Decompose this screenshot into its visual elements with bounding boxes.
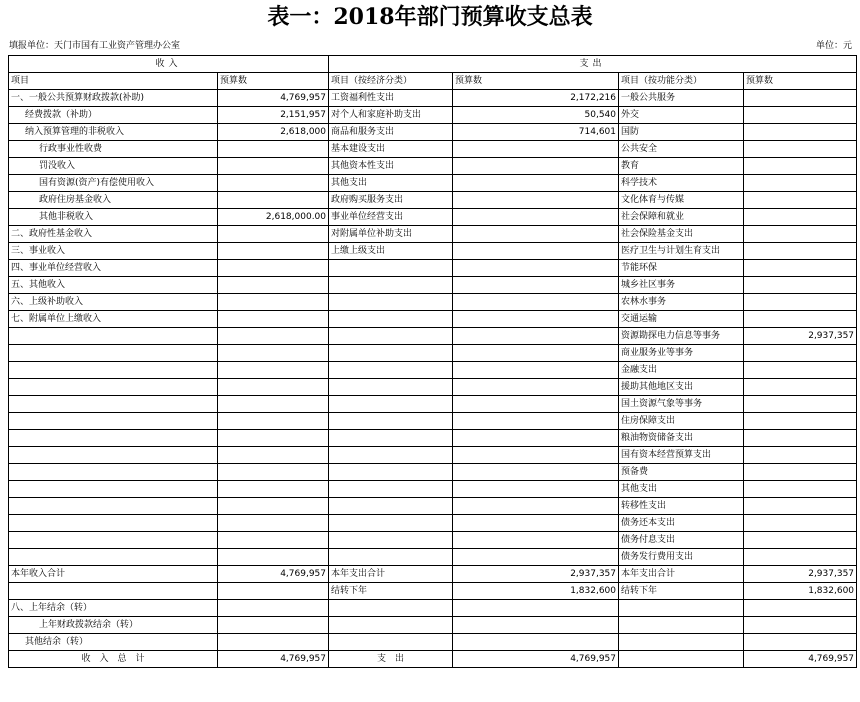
- income-value-cell: [218, 634, 329, 651]
- income-value-cell: [218, 311, 329, 328]
- income-item-cell: [9, 396, 218, 413]
- func-value-cell: [744, 464, 857, 481]
- econ-value-cell: [453, 430, 619, 447]
- table-row: [9, 175, 857, 192]
- func-value-cell: [744, 362, 857, 379]
- econ-value-cell: [453, 209, 619, 226]
- func-value-cell: [744, 634, 857, 651]
- income-item-cell: 上年财政拨款结余（转）: [9, 617, 218, 634]
- table-row: [9, 90, 857, 107]
- col-budget-header: 预算数: [218, 73, 329, 90]
- econ-item-cell: [329, 294, 453, 311]
- econ-value-cell: [453, 277, 619, 294]
- func-value-cell: [744, 175, 857, 192]
- table-row: [9, 141, 857, 158]
- income-value-cell: [218, 583, 329, 600]
- income-value-cell: 4,769,957: [218, 566, 329, 583]
- income-item-cell: 七、附属单位上缴收入: [9, 311, 218, 328]
- econ-item-cell: [329, 379, 453, 396]
- expense-total-value-func: 4,769,957: [744, 651, 857, 668]
- econ-item-cell: 政府购买服务支出: [329, 192, 453, 209]
- income-value-cell: [218, 362, 329, 379]
- econ-item-cell: 对附属单位补助支出: [329, 226, 453, 243]
- econ-value-cell: [453, 464, 619, 481]
- econ-item-cell: 事业单位经营支出: [329, 209, 453, 226]
- table-row: [9, 617, 857, 634]
- func-item-cell: 农林水事务: [619, 294, 744, 311]
- income-value-cell: [218, 260, 329, 277]
- func-value-cell: [744, 277, 857, 294]
- income-total-value: 4,769,957: [218, 651, 329, 668]
- income-value-cell: [218, 413, 329, 430]
- econ-value-cell: [453, 515, 619, 532]
- econ-value-cell: [453, 617, 619, 634]
- econ-value-cell: [453, 379, 619, 396]
- econ-item-cell: 结转下年: [329, 583, 453, 600]
- income-item-cell: [9, 464, 218, 481]
- col-item-header: 项目: [9, 73, 218, 90]
- table-row: [9, 345, 857, 362]
- income-item-cell: [9, 583, 218, 600]
- table-row: [9, 311, 857, 328]
- econ-item-cell: [329, 328, 453, 345]
- income-item-cell: 罚没收入: [9, 158, 218, 175]
- econ-item-cell: [329, 345, 453, 362]
- func-value-cell: [744, 447, 857, 464]
- income-value-cell: 2,618,000: [218, 124, 329, 141]
- func-value-cell: 2,937,357: [744, 566, 857, 583]
- income-item-cell: 八、上年结余（转）: [9, 600, 218, 617]
- table-row: [9, 124, 857, 141]
- income-value-cell: [218, 617, 329, 634]
- income-value-cell: [218, 532, 329, 549]
- func-item-cell: 国防: [619, 124, 744, 141]
- income-value-cell: [218, 243, 329, 260]
- income-item-cell: [9, 328, 218, 345]
- econ-value-cell: 2,937,357: [453, 566, 619, 583]
- income-item-cell: [9, 362, 218, 379]
- func-item-cell: 城乡社区事务: [619, 277, 744, 294]
- col-econ-header: 项目（按经济分类）: [329, 73, 453, 90]
- expense-header: 支出: [329, 56, 857, 73]
- func-item-cell: 援助其他地区支出: [619, 379, 744, 396]
- econ-value-cell: [453, 345, 619, 362]
- econ-item-cell: [329, 481, 453, 498]
- econ-value-cell: [453, 481, 619, 498]
- func-value-cell: [744, 413, 857, 430]
- table-row: [9, 566, 857, 583]
- table-row: [9, 464, 857, 481]
- econ-item-cell: [329, 549, 453, 566]
- func-value-cell: [744, 498, 857, 515]
- func-item-cell: [619, 634, 744, 651]
- expense-total-label: 支 出: [329, 651, 453, 668]
- econ-item-cell: 基本建设支出: [329, 141, 453, 158]
- econ-item-cell: [329, 413, 453, 430]
- table-row: [9, 277, 857, 294]
- econ-value-cell: [453, 634, 619, 651]
- table-row: [9, 107, 857, 124]
- filler-unit: 填报单位：天门市国有工业资产管理办公室: [9, 41, 181, 51]
- currency-unit: 单位：元: [815, 41, 852, 51]
- income-value-cell: [218, 277, 329, 294]
- func-value-cell: [744, 209, 857, 226]
- income-item-cell: 本年收入合计: [9, 566, 218, 583]
- func-item-cell: 预备费: [619, 464, 744, 481]
- func-value-cell: [744, 345, 857, 362]
- func-item-cell: 文化体育与传媒: [619, 192, 744, 209]
- income-item-cell: 二、政府性基金收入: [9, 226, 218, 243]
- func-item-cell: 科学技术: [619, 175, 744, 192]
- income-item-cell: [9, 515, 218, 532]
- table-row: [9, 158, 857, 175]
- econ-value-cell: [453, 600, 619, 617]
- econ-value-cell: [453, 532, 619, 549]
- econ-value-cell: 50,540: [453, 107, 619, 124]
- func-value-cell: 2,937,357: [744, 328, 857, 345]
- col-func-header: 项目（按功能分类）: [619, 73, 744, 90]
- func-value-cell: [744, 430, 857, 447]
- income-item-cell: 四、事业单位经营收入: [9, 260, 218, 277]
- section-header-row: [9, 56, 857, 73]
- econ-value-cell: [453, 226, 619, 243]
- econ-item-cell: 本年支出合计: [329, 566, 453, 583]
- income-item-cell: 纳入预算管理的非税收入: [9, 124, 218, 141]
- func-value-cell: [744, 260, 857, 277]
- col-budget3-header: 预算数: [744, 73, 857, 90]
- econ-value-cell: [453, 243, 619, 260]
- income-total-label: 收 入 总 计: [9, 651, 218, 668]
- func-item-cell: 社会保险基金支出: [619, 226, 744, 243]
- econ-item-cell: 其他资本性支出: [329, 158, 453, 175]
- func-item-cell: 债务发行费用支出: [619, 549, 744, 566]
- func-item-cell: 国土资源气象等事务: [619, 396, 744, 413]
- func-value-cell: [744, 141, 857, 158]
- income-value-cell: [218, 192, 329, 209]
- func-value-cell: [744, 294, 857, 311]
- table-row: [9, 515, 857, 532]
- econ-value-cell: 1,832,600: [453, 583, 619, 600]
- func-value-cell: [744, 311, 857, 328]
- econ-item-cell: [329, 464, 453, 481]
- econ-item-cell: [329, 617, 453, 634]
- income-item-cell: [9, 498, 218, 515]
- income-value-cell: [218, 430, 329, 447]
- table-row: [9, 192, 857, 209]
- econ-value-cell: [453, 141, 619, 158]
- func-item-cell: [619, 617, 744, 634]
- econ-item-cell: [329, 515, 453, 532]
- func-value-cell: [744, 532, 857, 549]
- econ-item-cell: [329, 362, 453, 379]
- econ-value-cell: [453, 158, 619, 175]
- table-row: [9, 396, 857, 413]
- table-row: [9, 260, 857, 277]
- econ-item-cell: [329, 260, 453, 277]
- income-item-cell: 经费拨款（补助）: [9, 107, 218, 124]
- income-item-cell: 三、事业收入: [9, 243, 218, 260]
- income-item-cell: [9, 430, 218, 447]
- income-value-cell: [218, 600, 329, 617]
- func-item-cell: 债务还本支出: [619, 515, 744, 532]
- table-row: [9, 413, 857, 430]
- func-value-cell: [744, 107, 857, 124]
- table-row: [9, 600, 857, 617]
- income-header: 收入: [9, 56, 329, 73]
- income-item-cell: 六、上级补助收入: [9, 294, 218, 311]
- func-value-cell: [744, 192, 857, 209]
- income-value-cell: [218, 379, 329, 396]
- econ-item-cell: [329, 634, 453, 651]
- table-row: [9, 430, 857, 447]
- econ-value-cell: [453, 413, 619, 430]
- func-item-cell: 节能环保: [619, 260, 744, 277]
- func-value-cell: [744, 158, 857, 175]
- income-value-cell: [218, 226, 329, 243]
- income-item-cell: 一、一般公共预算财政拨款(补助): [9, 90, 218, 107]
- func-value-cell: [744, 396, 857, 413]
- income-item-cell: [9, 549, 218, 566]
- func-item-cell: 教育: [619, 158, 744, 175]
- econ-value-cell: [453, 294, 619, 311]
- income-value-cell: [218, 141, 329, 158]
- income-item-cell: 其他非税收入: [9, 209, 218, 226]
- func-item-cell: 本年支出合计: [619, 566, 744, 583]
- econ-item-cell: [329, 532, 453, 549]
- func-value-cell: [744, 90, 857, 107]
- income-value-cell: [218, 481, 329, 498]
- econ-item-cell: 其他支出: [329, 175, 453, 192]
- income-value-cell: [218, 396, 329, 413]
- func-item-cell: 社会保障和就业: [619, 209, 744, 226]
- table-row: [9, 583, 857, 600]
- income-value-cell: [218, 464, 329, 481]
- econ-item-cell: [329, 447, 453, 464]
- func-value-cell: [744, 124, 857, 141]
- func-item-cell: 金融支出: [619, 362, 744, 379]
- func-item-cell: 国有资本经营预算支出: [619, 447, 744, 464]
- income-item-cell: [9, 481, 218, 498]
- income-item-cell: [9, 345, 218, 362]
- econ-item-cell: [329, 311, 453, 328]
- func-item-cell: 交通运输: [619, 311, 744, 328]
- econ-value-cell: [453, 328, 619, 345]
- income-item-cell: [9, 447, 218, 464]
- econ-value-cell: [453, 549, 619, 566]
- income-item-cell: [9, 532, 218, 549]
- table-row: [9, 209, 857, 226]
- income-item-cell: [9, 379, 218, 396]
- econ-value-cell: [453, 192, 619, 209]
- table-row: [9, 379, 857, 396]
- econ-value-cell: [453, 260, 619, 277]
- income-value-cell: [218, 515, 329, 532]
- econ-item-cell: [329, 430, 453, 447]
- func-value-cell: 1,832,600: [744, 583, 857, 600]
- table-row: [9, 532, 857, 549]
- income-value-cell: [218, 345, 329, 362]
- table-row: [9, 226, 857, 243]
- col-budget2-header: 预算数: [453, 73, 619, 90]
- econ-item-cell: 上缴上级支出: [329, 243, 453, 260]
- func-item-cell: 债务付息支出: [619, 532, 744, 549]
- econ-item-cell: 商品和服务支出: [329, 124, 453, 141]
- table-row: [9, 549, 857, 566]
- econ-value-cell: [453, 362, 619, 379]
- income-value-cell: [218, 447, 329, 464]
- income-value-cell: [218, 294, 329, 311]
- func-value-cell: [744, 379, 857, 396]
- func-item-cell: 住房保障支出: [619, 413, 744, 430]
- func-item-cell: 结转下年: [619, 583, 744, 600]
- expense-total-value: 4,769,957: [453, 651, 619, 668]
- func-value-cell: [744, 243, 857, 260]
- econ-item-cell: [329, 498, 453, 515]
- income-item-cell: 五、其他收入: [9, 277, 218, 294]
- econ-value-cell: 714,601: [453, 124, 619, 141]
- income-value-cell: [218, 175, 329, 192]
- income-item-cell: 其他结余（转）: [9, 634, 218, 651]
- func-item-cell: 公共安全: [619, 141, 744, 158]
- income-value-cell: [218, 328, 329, 345]
- table-row: [9, 634, 857, 651]
- table-row: [9, 294, 857, 311]
- econ-item-cell: 工资福利性支出: [329, 90, 453, 107]
- page-title: 表一：2018年部门预算收支总表: [267, 4, 593, 30]
- func-item-cell: 医疗卫生与计划生育支出: [619, 243, 744, 260]
- income-value-cell: 4,769,957: [218, 90, 329, 107]
- econ-value-cell: 2,172,216: [453, 90, 619, 107]
- grand-total-row: [9, 651, 857, 668]
- func-value-cell: [744, 617, 857, 634]
- func-value-cell: [744, 515, 857, 532]
- econ-item-cell: 对个人和家庭补助支出: [329, 107, 453, 124]
- income-item-cell: 国有资源(资产)有偿使用收入: [9, 175, 218, 192]
- income-value-cell: 2,151,957: [218, 107, 329, 124]
- econ-value-cell: [453, 396, 619, 413]
- econ-value-cell: [453, 311, 619, 328]
- econ-item-cell: [329, 277, 453, 294]
- table-row: [9, 243, 857, 260]
- func-value-cell: [744, 549, 857, 566]
- func-item-cell: 一般公共服务: [619, 90, 744, 107]
- income-value-cell: 2,618,000.00: [218, 209, 329, 226]
- income-item-cell: 行政事业性收费: [9, 141, 218, 158]
- func-item-cell: 转移性支出: [619, 498, 744, 515]
- table-row: [9, 498, 857, 515]
- income-item-cell: [9, 413, 218, 430]
- econ-value-cell: [453, 498, 619, 515]
- table-row: [9, 481, 857, 498]
- func-item-cell: 外交: [619, 107, 744, 124]
- func-item-cell: 粮油物资储备支出: [619, 430, 744, 447]
- func-item-cell: 商业服务业等事务: [619, 345, 744, 362]
- func-value-cell: [744, 481, 857, 498]
- func-item-cell: 资源勘探电力信息等事务: [619, 328, 744, 345]
- expense-total-spacer: [619, 651, 744, 668]
- income-value-cell: [218, 549, 329, 566]
- income-item-cell: 政府住房基金收入: [9, 192, 218, 209]
- econ-value-cell: [453, 175, 619, 192]
- table-row: [9, 447, 857, 464]
- table-row: [9, 362, 857, 379]
- table-row: [9, 328, 857, 345]
- column-header-row: [9, 73, 857, 90]
- func-item-cell: 其他支出: [619, 481, 744, 498]
- func-value-cell: [744, 600, 857, 617]
- econ-value-cell: [453, 447, 619, 464]
- econ-item-cell: [329, 396, 453, 413]
- budget-summary-table: [8, 55, 857, 668]
- func-value-cell: [744, 226, 857, 243]
- econ-item-cell: [329, 600, 453, 617]
- income-value-cell: [218, 158, 329, 175]
- func-item-cell: [619, 600, 744, 617]
- income-value-cell: [218, 498, 329, 515]
